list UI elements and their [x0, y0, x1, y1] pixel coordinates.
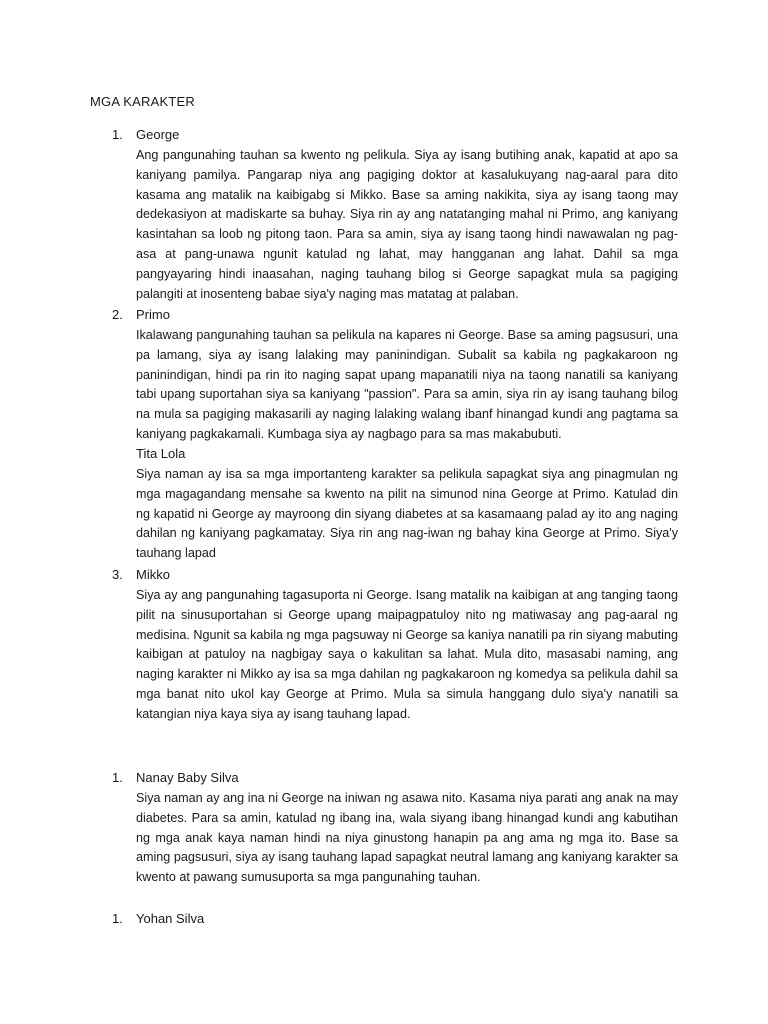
character-name: Yohan Silva — [136, 911, 205, 926]
character-name: Tita Lola — [136, 446, 186, 461]
character-name: George — [136, 127, 180, 142]
character-description: Siya naman ay ang ina ni George na iniwan ng asawa nito. Kasama niya parati ang anak na may diabetes. Para sa amin, katulad ng ibang ina, wala siyang ibang hinangad kundi ang kabutihan ng mga anak kaya naman hindi na niya ginustong hanapin pa ang ama ng mga ito. Base sa aming pagsusuri, siya ay isang tauhang lapad sapagkat neutral lamang ang kaniyang karakter sa kwento at pawang sumusuporta sa mga pangunahing tauhan. — [136, 791, 678, 885]
character-description: Siya naman ay isa sa mga importanteng karakter sa pelikula sapagkat siya ang pinagmulan ng mga magagandang mensahe sa kwento na pilit na simunod nina George at Primo. Katulad din ng kapatid ni George ay mayroong din siyang diabetes at sa kasamaang palad ay ito ang naging dahilan ng kaniyang pagkamatay. Siya rin ang nag-iwan ng bahay kina George at Primo. Siya'y tauhang lapad — [136, 467, 678, 561]
list-number: 3. — [112, 567, 123, 582]
list-number: 1. — [112, 911, 123, 926]
list-number: 1. — [112, 127, 123, 142]
list-number: 2. — [112, 307, 123, 322]
character-description: Ikalawang pangunahing tauhan sa pelikula na kapares ni George. Base sa aming pagsusuri, una pa lamang, siya ay isang lalaking may paninindigan. Subalit sa kabila ng pagkakaroon ng paninindigan, hindi pa rin ito naging sapat upang mapanatili niya na taong nanatili sa kaniyang tabi upang suportahan siya sa kaniyang "passion". Para sa amin, siya rin ay isang tauhang bilog na mula sa pagiging makasarili ay naging lalaking walang ibanf hinangad kundi ang pagtama sa kaniyang pagkakamali. Kumbaga siya ay nagbago para sa mas makabubuti. — [136, 328, 678, 441]
character-name: Mikko — [136, 567, 170, 582]
character-name: Nanay Baby Silva — [136, 770, 239, 785]
document-title: MGA KARAKTER — [90, 94, 195, 109]
character-description: Siya ay ang pangunahing tagasuporta ni George. Isang matalik na kaibigan at ang tanging taong pilit na sinusuportahan si George upang maipagpatuloy nito ng matiwasay ang pag-aaral ng medisina. Ngunit sa kabila ng mga pagsuway ni George sa kaniya nanatili pa rin siyang mabuting kaibigan at patuloy na nagbigay saya o kakulitan sa lahat. Mula dito, masasabi naming, ang naging karakter ni Mikko ay isa sa mga dahilan ng pagkakaroon ng komedya sa pelikula dahil sa mga banat nito ukol kay George at Primo. Mula sa simula hanggang dulo siya'y nanatili sa katangian niya kaya siya ay isang tauhang lapad. — [136, 588, 678, 721]
list-number: 1. — [112, 770, 123, 785]
character-name: Primo — [136, 307, 170, 322]
character-description: Ang pangunahing tauhan sa kwento ng pelikula. Siya ay isang butihing anak, kapatid at apo sa kaniyang pamilya. Pangarap niya ang pagiging doktor at kasalukuyang nag-aaral para dito kasama ang matalik na kaibigabg si Mikko. Base sa aming nakikita, siya ay isang taong may dedekasiyon at madiskarte sa buhay. Siya rin ay ang natatanging mahal ni Primo, ang kaniyang kasintahan sa loob ng pitong taon. Para sa amin, siya ay isang taong hindi nawawalan ng pag-asa at pang-unawa ngunit katulad ng lahat, may hangganan ang lahat. Dahil sa mga pangyayaring hindi inaasahan, naging tauhang bilog si George sapagkat mula sa pagiging palangiti at inosenteng babae siya'y naging mas matatag at palaban. — [136, 148, 678, 301]
